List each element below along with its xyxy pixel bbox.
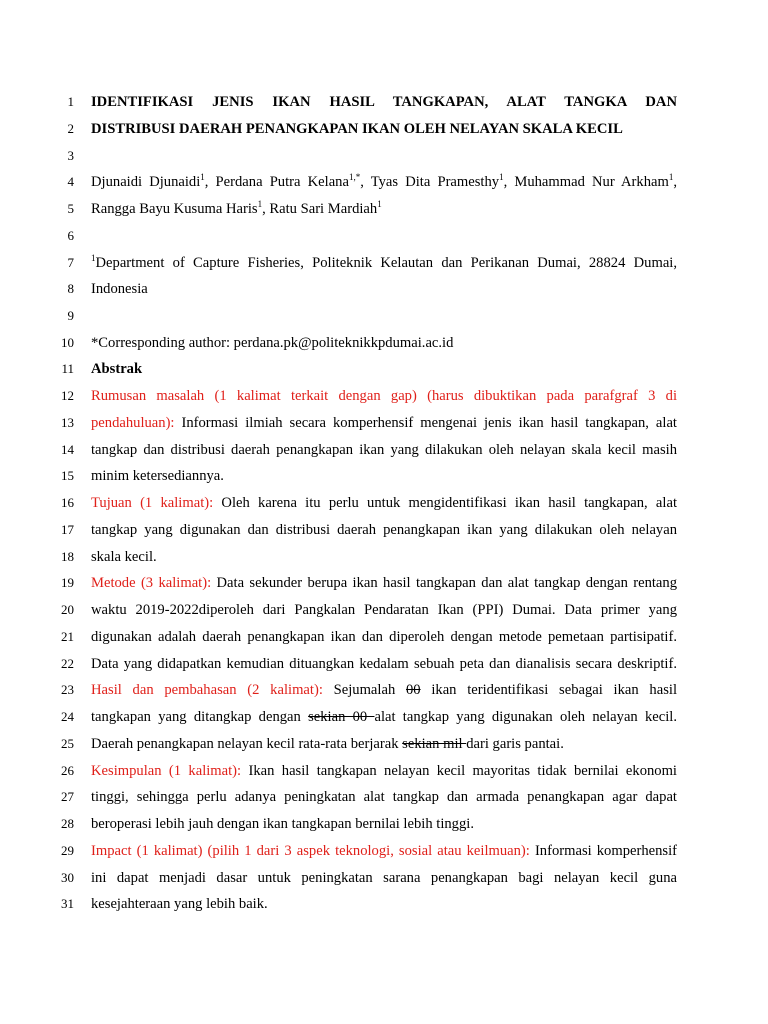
line-number: 18 <box>61 549 74 564</box>
hasil-text: ikan teridentifikasi sebagai ikan hasil <box>420 682 677 698</box>
kesimpulan-text: Ikan hasil tangkapan nelayan kecil mayoritas tidak bernilai ekonomi <box>241 763 677 779</box>
line-number: 9 <box>67 308 74 323</box>
line-25 <box>0 731 768 758</box>
impact-label: Impact (1 kalimat) (pilih 1 dari 3 aspek teknologi, sosial atau keilmuan): <box>91 843 530 859</box>
metode-text: digunakan adalah daerah penangkapan ikan dan diperoleh dengan metode pemetaan partisipatif. <box>91 629 677 645</box>
affiliation-line-2: Indonesia <box>91 281 148 297</box>
hasil-line <box>91 704 677 731</box>
line-9 <box>0 303 768 330</box>
author-affiliation-mark: 1 <box>200 172 205 182</box>
affiliation-mark: 1 <box>91 253 96 263</box>
impact-text: kesejahteraan yang lebih baik. <box>91 896 268 912</box>
tujuan-text: tangkap yang digunakan dan distribusi daerah penangkapan ikan yang dilakukan oleh nelayan <box>91 522 677 538</box>
line-number: 13 <box>61 415 74 430</box>
kesimpulan-label: Kesimpulan (1 kalimat): <box>91 763 242 779</box>
line-number: 24 <box>61 709 74 724</box>
line-5 <box>0 196 768 223</box>
line-18 <box>0 544 768 571</box>
hasil-text: Sejumalah <box>322 682 406 698</box>
hasil-deleted-text: sekian mil <box>402 736 467 752</box>
impact-text: Informasi komperhensif <box>529 843 677 859</box>
line-number: 7 <box>67 255 74 270</box>
line-2 <box>0 116 768 143</box>
line-number: 2 <box>67 121 74 136</box>
rumusan-text: minim ketersediannya. <box>91 468 224 484</box>
hasil-text: alat tangkap yang digunakan oleh nelayan kecil. <box>374 709 677 725</box>
metode-line <box>91 570 677 597</box>
line-16 <box>0 490 768 517</box>
line-number: 5 <box>67 201 74 216</box>
line-22 <box>0 651 768 678</box>
author-name: , Muhammad Nur Arkham <box>503 174 669 190</box>
line-number: 11 <box>61 361 74 376</box>
author-name: , Perdana Putra Kelana <box>204 174 349 190</box>
line-4 <box>0 169 768 196</box>
line-number: 25 <box>61 736 74 751</box>
line-6 <box>0 223 768 250</box>
author-affiliation-mark: 1,* <box>348 172 361 182</box>
line-number: 4 <box>67 174 74 189</box>
line-number: 28 <box>61 816 74 831</box>
impact-line <box>91 838 677 865</box>
rumusan-text: tangkap dan distribusi daerah penangkapan ikan yang dilakukan oleh nelayan skala kecil masih <box>91 442 677 458</box>
line-number: 26 <box>61 763 74 778</box>
hasil-text: tangkapan yang ditangkap dengan <box>91 709 309 725</box>
hasil-label: Hasil dan pembahasan (2 kalimat): <box>91 682 323 698</box>
line-15 <box>0 463 768 490</box>
impact-text: ini dapat menjadi dasar untuk peningkatan sarana penangkapan bagi nelayan kecil guna <box>91 870 677 886</box>
corresponding-author: *Corresponding author: perdana.pk@politeknikkpdumai.ac.id <box>91 335 454 351</box>
line-10 <box>0 330 768 357</box>
line-number: 17 <box>61 522 74 537</box>
line-26 <box>0 758 768 785</box>
title-line-2: DISTRIBUSI DAERAH PENANGKAPAN IKAN OLEH NELAYAN SKALA KECIL <box>91 121 623 137</box>
line-29 <box>0 838 768 865</box>
hasil-text: Daerah penangkapan nelayan kecil rata-rata berjarak <box>91 736 403 752</box>
rumusan-text: Informasi ilmiah secara komperhensif mengenai jenis ikan hasil tangkapan, alat <box>174 415 677 431</box>
line-number: 19 <box>61 575 74 590</box>
abstract-heading: Abstrak <box>91 361 143 377</box>
line-number: 1 <box>67 94 74 109</box>
hasil-deleted-text: sekian 00 <box>308 709 375 725</box>
line-number: 27 <box>61 789 74 804</box>
line-number: 14 <box>61 442 74 457</box>
tujuan-text: skala kecil. <box>91 549 157 565</box>
line-number: 10 <box>61 335 74 350</box>
authors-line-1 <box>91 169 677 196</box>
line-8 <box>0 276 768 303</box>
title-line-1: IDENTIFIKASI JENIS IKAN HASIL TANGKAPAN, ALAT TANGKA DAN <box>91 94 677 110</box>
line-30 <box>0 865 768 892</box>
line-14 <box>0 437 768 464</box>
line-number: 12 <box>61 388 74 403</box>
line-3 <box>0 143 768 170</box>
line-number: 15 <box>61 468 74 483</box>
line-23 <box>0 677 768 704</box>
rumusan-label: pendahuluan): <box>91 415 175 431</box>
metode-label: Metode (3 kalimat): <box>91 575 212 591</box>
author-name: , Ratu Sari Mardiah <box>262 201 378 217</box>
author-name: Djunaidi Djunaidi <box>91 174 201 190</box>
rumusan-line <box>91 410 677 437</box>
line-number: 8 <box>67 281 74 296</box>
line-24 <box>0 704 768 731</box>
tujuan-label: Tujuan (1 kalimat): <box>91 495 214 511</box>
tujuan-line <box>91 490 677 517</box>
kesimpulan-text: beroperasi lebih jauh dengan ikan tangkapan bernilai lebih tinggi. <box>91 816 474 832</box>
hasil-line <box>91 677 677 704</box>
author-name: Rangga Bayu Kusuma Haris <box>91 201 258 217</box>
line-13 <box>0 410 768 437</box>
metode-text: waktu 2019-2022diperoleh dari Pangkalan Pendaratan Ikan (PPI) Dumai. Data primer yang <box>91 602 677 618</box>
line-21 <box>0 624 768 651</box>
line-12 <box>0 383 768 410</box>
hasil-text: dari garis pantai. <box>466 736 564 752</box>
author-affiliation-mark: 1 <box>257 199 263 209</box>
line-1 <box>0 89 768 116</box>
line-19 <box>0 570 768 597</box>
line-17 <box>0 517 768 544</box>
author-name: , Tyas Dita Pramesthy <box>360 174 500 190</box>
author-affiliation-mark: 1 <box>499 172 504 182</box>
hasil-line <box>91 731 677 758</box>
line-27 <box>0 784 768 811</box>
tujuan-text: Oleh karena itu perlu untuk mengidentifikasi ikan hasil tangkapan, alat <box>213 495 677 511</box>
line-number: 30 <box>61 870 74 885</box>
metode-text: Data yang didapatkan kemudian dituangkan kedalam sebuah peta dan dianalisis secara deskriptif. <box>91 656 677 672</box>
kesimpulan-line <box>91 758 677 785</box>
line-number: 20 <box>61 602 74 617</box>
line-31 <box>0 891 768 918</box>
affiliation-line-1 <box>91 250 677 277</box>
rumusan-label: Rumusan masalah (1 kalimat terkait dengan gap) (harus dibuktikan pada parafgraf 3 di <box>91 388 677 404</box>
line-11 <box>0 356 768 383</box>
line-number: 6 <box>67 228 74 243</box>
author-affiliation-mark: 1 <box>668 172 674 182</box>
affiliation-text: Department of Capture Fisheries, Politeknik Kelautan dan Perikanan Dumai, 28824 Dumai, <box>95 255 677 271</box>
line-number: 22 <box>61 656 74 671</box>
line-number: 29 <box>61 843 74 858</box>
line-number: 31 <box>61 896 74 911</box>
line-28 <box>0 811 768 838</box>
line-20 <box>0 597 768 624</box>
hasil-deleted-text: 00 <box>406 682 421 698</box>
line-7 <box>0 250 768 277</box>
line-number: 3 <box>67 148 74 163</box>
separator: , <box>673 174 677 190</box>
metode-text: Data sekunder berupa ikan hasil tangkapan dan alat tangkap dengan rentang <box>211 575 677 591</box>
authors-line-2 <box>91 196 677 223</box>
line-number: 21 <box>61 629 74 644</box>
line-number: 23 <box>61 682 74 697</box>
author-affiliation-mark: 1 <box>377 199 382 209</box>
line-number: 16 <box>61 495 74 510</box>
kesimpulan-text: tinggi, sehingga perlu adanya peningkatan alat tangkap dan armada penangkapan agar dapat <box>91 789 677 805</box>
